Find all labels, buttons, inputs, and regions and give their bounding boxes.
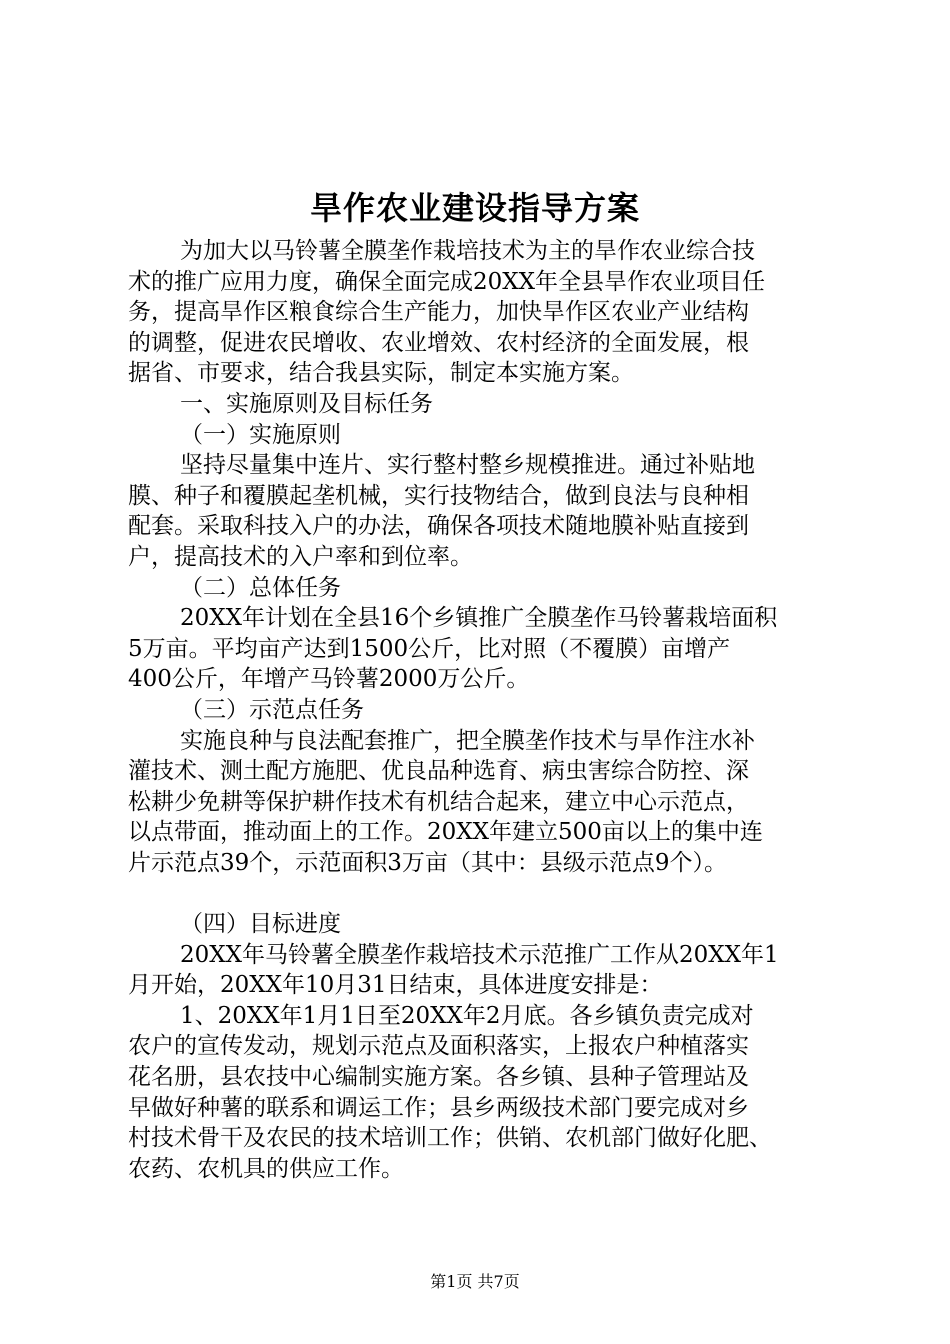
text-line: 农药、农机具的供应工作。: [128, 1155, 404, 1182]
text-line: 松耕少免耕等保护耕作技术有机结合起来，建立中心示范点，: [128, 788, 749, 815]
text-line: 务，提高旱作区粮食综合生产能力，加快旱作区农业产业结构: [128, 299, 749, 326]
document-body: [128, 236, 840, 1184]
text-line: 花名册，县农技中心编制实施方案。各乡镇、县种子管理站及: [128, 1064, 749, 1091]
text-line: 月开始，20XX年10月31日结束，具体进度安排是：: [128, 972, 663, 999]
text-line: 配套。采取科技入户的办法，确保各项技术随地膜补贴直接到: [128, 513, 749, 540]
text-line: 一、实施原则及目标任务: [180, 390, 433, 417]
text-line: 20XX年马铃薯全膜垄作栽培技术示范推广工作从20XX年1: [180, 941, 779, 968]
text-line: 户，提高技术的入户率和到位率。: [128, 543, 473, 570]
text-line: 膜、种子和覆膜起垄机械，实行技物结合，做到良法与良种相: [128, 482, 749, 509]
text-line: 以点带面，推动面上的工作。20XX年建立500亩以上的集中连: [128, 819, 763, 846]
text-line: 灌技术、测土配方施肥、优良品种选育、病虫害综合防控、深: [128, 758, 749, 785]
blank-line: [128, 878, 840, 909]
text-line: 5万亩。平均亩产达到1500公斤，比对照（不覆膜）亩增产: [128, 635, 731, 662]
text-line: 为加大以马铃薯全膜垄作栽培技术为主的旱作农业综合技: [180, 238, 755, 264]
text-line: （一）实施原则: [180, 421, 341, 448]
text-line: （四）目标进度: [180, 911, 341, 938]
text-line: 早做好种薯的联系和调运工作；县乡两级技术部门要完成对乡: [128, 1094, 749, 1121]
text-line: 实施良种与良法配套推广，把全膜垄作技术与旱作注水补: [180, 727, 755, 754]
page-footer: 第1页 共7页: [430, 1272, 520, 1291]
text-line: 片示范点39个，示范面积3万亩（其中：县级示范点9个）。: [128, 849, 728, 876]
text-line: 400公斤，年增产马铃薯2000万公斤。: [128, 666, 530, 693]
text-line: 术的推广应用力度，确保全面完成20XX年全县旱作农业项目任: [128, 268, 766, 295]
text-line: 农户的宣传发动，规划示范点及面积落实，上报农户种植落实: [128, 1033, 749, 1060]
text-line: 的调整，促进农民增收、农业增效、农村经济的全面发展，根: [128, 329, 749, 356]
document-title: 旱作农业建设指导方案: [309, 189, 640, 227]
text-line: 1、20XX年1月1日至20XX年2月底。各乡镇负责完成对: [180, 1002, 754, 1029]
text-line: 坚持尽量集中连片、实行整村整乡规模推进。通过补贴地: [180, 452, 755, 479]
text-line: 村技术骨干及农民的技术培训工作；供销、农机部门做好化肥、: [128, 1125, 772, 1152]
text-line: （二）总体任务: [180, 574, 341, 601]
text-line: （三）示范点任务: [180, 696, 364, 723]
text-line: 据省、市要求，结合我县实际，制定本实施方案。: [128, 360, 634, 387]
text-line: 20XX年计划在全县16个乡镇推广全膜垄作马铃薯栽培面积: [180, 605, 778, 632]
